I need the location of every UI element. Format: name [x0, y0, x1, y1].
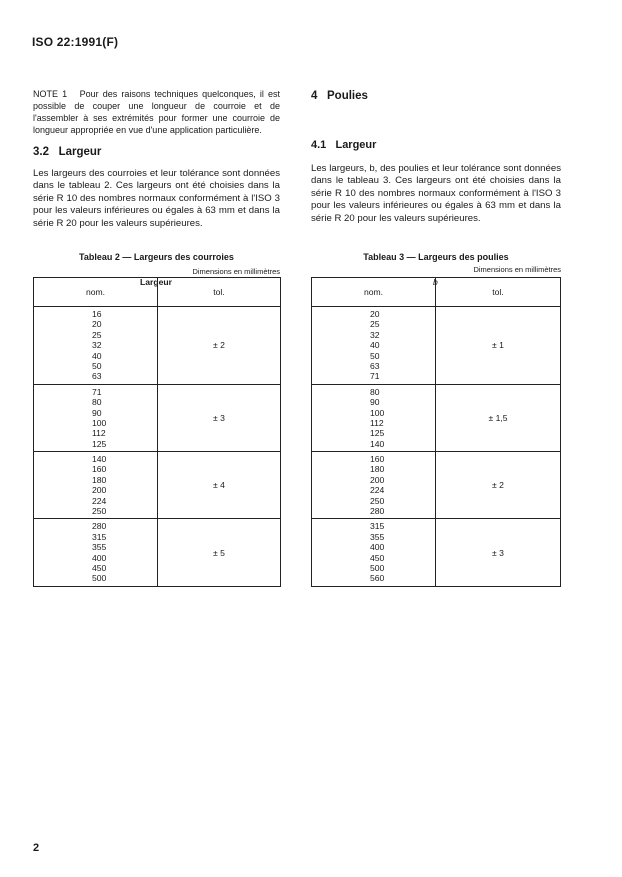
- table2-group-2-tol: ± 3: [158, 384, 281, 451]
- note-label: NOTE 1: [33, 89, 68, 99]
- value: 400: [92, 552, 107, 563]
- table3-group-2-values: [312, 384, 436, 451]
- value: 250: [92, 506, 107, 517]
- value: 25: [370, 319, 380, 330]
- section-4-1-heading: [311, 139, 376, 151]
- table3-col-nom: [312, 278, 436, 307]
- document-header: ISO 22:1991(F): [32, 35, 119, 49]
- value: 40: [92, 350, 102, 361]
- table-row: [34, 519, 281, 586]
- section-number: 3.2: [33, 146, 49, 158]
- value: 16: [92, 309, 102, 319]
- table2-group-header: Largeur: [140, 277, 172, 287]
- value: 200: [92, 485, 107, 496]
- value: 355: [370, 531, 385, 542]
- chapter-number: 4: [311, 90, 318, 102]
- table2-group-2-values: [34, 384, 158, 451]
- table3-dimensions: Dimensions en millimètres: [473, 265, 561, 274]
- value: 63: [370, 360, 380, 371]
- table3-group-4-tol: ± 3: [436, 519, 561, 586]
- table2-group-4-tol: ± 5: [158, 519, 281, 586]
- value: 20: [92, 319, 102, 330]
- table-row: [312, 384, 561, 451]
- page-number: 2: [33, 842, 40, 854]
- value: 140: [92, 454, 107, 465]
- value: 180: [370, 464, 385, 475]
- table3-col-tol: tol.: [436, 278, 561, 307]
- section-4-1-paragraph: Les largeurs, b, des poulies et leur tolérance sont données dans le tableau 3. Ces largeurs ont été choisies dans la série R 10 des nombres normaux conformément à l'ISO 3 pour les valeurs inférieures ou égales à 63 mm et dans la série R 20 pour les valeurs supérieures.: [311, 163, 561, 224]
- value: 180: [92, 474, 107, 485]
- value: 560: [370, 573, 385, 584]
- value: 71: [92, 386, 102, 397]
- value: 90: [370, 397, 380, 408]
- value: 500: [370, 562, 385, 573]
- table3-group-1-tol: ± 1: [436, 307, 561, 385]
- table-row: [34, 384, 281, 451]
- table2-col-nom: [34, 277, 172, 307]
- table3-group-4-values: [312, 519, 436, 586]
- table2: [33, 277, 281, 587]
- note-1: [33, 88, 280, 136]
- value: 112: [370, 417, 384, 428]
- table3-group-1-values: [312, 307, 436, 385]
- value: 315: [92, 531, 107, 542]
- value: 32: [370, 329, 380, 340]
- section-3-2-heading: [33, 146, 101, 158]
- table2-col-nom-label: nom.: [85, 287, 106, 297]
- value: 224: [370, 485, 385, 496]
- value: 125: [92, 438, 107, 449]
- value: 500: [92, 573, 107, 584]
- table3-title: Tableau 3 — Largeurs des poulies: [363, 252, 509, 262]
- value: 90: [92, 407, 102, 418]
- table2-group-3-tol: ± 4: [158, 452, 281, 519]
- table2-group-4-values: [34, 519, 158, 586]
- value: 112: [92, 428, 106, 439]
- value: 400: [370, 542, 385, 553]
- value: 50: [370, 350, 380, 361]
- table-row: [34, 452, 281, 519]
- value: 280: [370, 506, 385, 517]
- value: 125: [370, 428, 385, 439]
- chapter-4-heading: [311, 90, 368, 102]
- note-text: Pour des raisons techniques quelconques, il est possible de couper une longueur de courroie et de l'assembler à ses extrémités pour former une courroie de longueur appropriée en vue d'une application particulière.: [33, 89, 280, 135]
- table-row: [312, 307, 561, 385]
- value: 32: [92, 340, 102, 351]
- table-row: [312, 452, 561, 519]
- table-row: [34, 307, 281, 385]
- value: 160: [370, 454, 385, 465]
- value: 450: [92, 562, 107, 573]
- value: 100: [92, 417, 107, 428]
- value: 63: [92, 371, 102, 382]
- table2-group-1-values: [34, 307, 158, 385]
- value: 280: [92, 521, 107, 532]
- table3-group-header: b: [433, 277, 438, 287]
- table3-col-nom-label: nom.: [363, 287, 384, 297]
- table-row: [312, 519, 561, 586]
- table3: [311, 277, 561, 587]
- value: 25: [92, 329, 102, 340]
- value: 160: [92, 464, 107, 475]
- value: 50: [92, 360, 102, 371]
- section-title: Largeur: [58, 146, 102, 158]
- table2-group-1-tol: ± 2: [158, 307, 281, 385]
- section-title: Largeur: [335, 139, 377, 151]
- table2-title: Tableau 2 — Largeurs des courroies: [79, 252, 234, 262]
- table2-dimensions: Dimensions en millimètres: [192, 267, 280, 276]
- chapter-title: Poulies: [327, 90, 368, 102]
- value: 140: [370, 438, 385, 449]
- value: 20: [370, 309, 380, 319]
- value: 450: [370, 552, 385, 563]
- value: 80: [370, 386, 380, 397]
- value: 71: [370, 371, 380, 382]
- value: 200: [370, 474, 385, 485]
- value: 40: [370, 340, 380, 351]
- section-number: 4.1: [311, 139, 327, 151]
- table3-group-3-values: [312, 452, 436, 519]
- value: 250: [370, 495, 385, 506]
- value: 224: [92, 495, 107, 506]
- value: 315: [370, 521, 385, 532]
- table2-col-tol: tol.: [158, 278, 281, 307]
- section-3-2-paragraph: Les largeurs des courroies et leur tolérance sont données dans le tableau 2. Ces largeurs ont été choisies dans la série R 10 des nombres normaux conformément à l'ISO 3 pour les valeurs inférieures ou égales à 63 mm et dans la série R 20 pour les valeurs supérieures.: [33, 168, 280, 229]
- value: 80: [92, 397, 102, 408]
- table3-group-2-tol: ± 1,5: [436, 384, 561, 451]
- table2-group-3-values: [34, 452, 158, 519]
- value: 100: [370, 407, 385, 418]
- value: 355: [92, 542, 107, 553]
- table3-group-3-tol: ± 2: [436, 452, 561, 519]
